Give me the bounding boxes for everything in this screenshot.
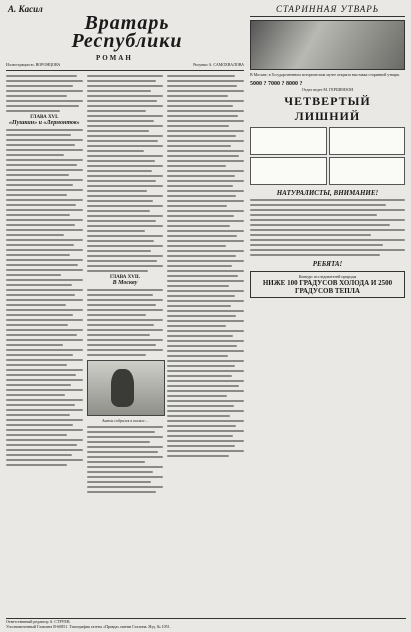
story-column bbox=[6, 4, 244, 496]
right-column bbox=[250, 4, 405, 298]
contest-big-text: НИЖЕ 100 ГРАДУСОВ ХОЛОДА И 2500 ГРАДУСОВ ТЕПЛА bbox=[262, 279, 393, 295]
story-title: Вратарь Республики bbox=[71, 12, 183, 52]
contest-title: Конкурс исследователей природы bbox=[298, 274, 357, 279]
chapter-17-number: ГЛАВА XVII. bbox=[110, 275, 141, 280]
footer-editor: Ответственный редактор А. СТРУЕВ. bbox=[6, 619, 71, 624]
credits bbox=[6, 62, 244, 67]
museum-photo bbox=[250, 20, 405, 70]
story-illustration bbox=[87, 360, 166, 416]
guys-title: РЕБЯТА! bbox=[312, 260, 343, 268]
chapter-16-title: «Пушкин» и «Лермонтов» bbox=[9, 120, 80, 126]
chapter-17-title: В Москву bbox=[112, 280, 138, 286]
chapter-16-number: ГЛАВА XVI. bbox=[30, 115, 59, 120]
credits-left: Иллюстрации ю. ВОРОНЦОВА bbox=[6, 62, 61, 67]
story-col-3 bbox=[167, 75, 244, 496]
story-genre: РОМАН bbox=[96, 54, 133, 62]
credits-right: Рисунки А. САМОХВАЛОВА bbox=[193, 62, 244, 67]
story-col-1 bbox=[6, 75, 83, 496]
quiz-department: Отдел ведет М. ГЕРШЕНЗОН bbox=[301, 87, 354, 92]
story-col-2 bbox=[87, 75, 164, 496]
museum-photo-caption: В Москве, в Государственном историческом музее открыта выставка старинной утвари. bbox=[250, 72, 400, 77]
footer bbox=[6, 618, 406, 629]
quiz-picture-4 bbox=[329, 157, 406, 185]
illustration-caption: Антон собрался в космос... bbox=[102, 418, 148, 423]
masthead bbox=[6, 4, 244, 71]
footer-imprint: Уполномоченный Главлита В-60851. Типография газеты «Правда» имени Сталина. Изд. № 1051. bbox=[6, 624, 171, 629]
quiz-picture-3 bbox=[250, 157, 327, 185]
author-name: А. Касил bbox=[8, 4, 43, 14]
contest-box bbox=[250, 271, 405, 298]
quiz-title: ЧЕТВЕРТЫЙ ЛИШНИЙ bbox=[284, 94, 371, 123]
story-text-columns bbox=[6, 75, 244, 496]
quiz-picture-2 bbox=[329, 127, 406, 155]
quiz-question-line: 5000 ? 7000 ? 8000 ? bbox=[250, 81, 303, 87]
old-utensils-heading: СТАРИННАЯ УТВАРЬ bbox=[250, 4, 405, 17]
quiz-grid bbox=[250, 127, 405, 185]
naturalists-title: НАТУРАЛИСТЫ, ВНИМАНИЕ! bbox=[276, 189, 379, 197]
quiz-picture-1 bbox=[250, 127, 327, 155]
